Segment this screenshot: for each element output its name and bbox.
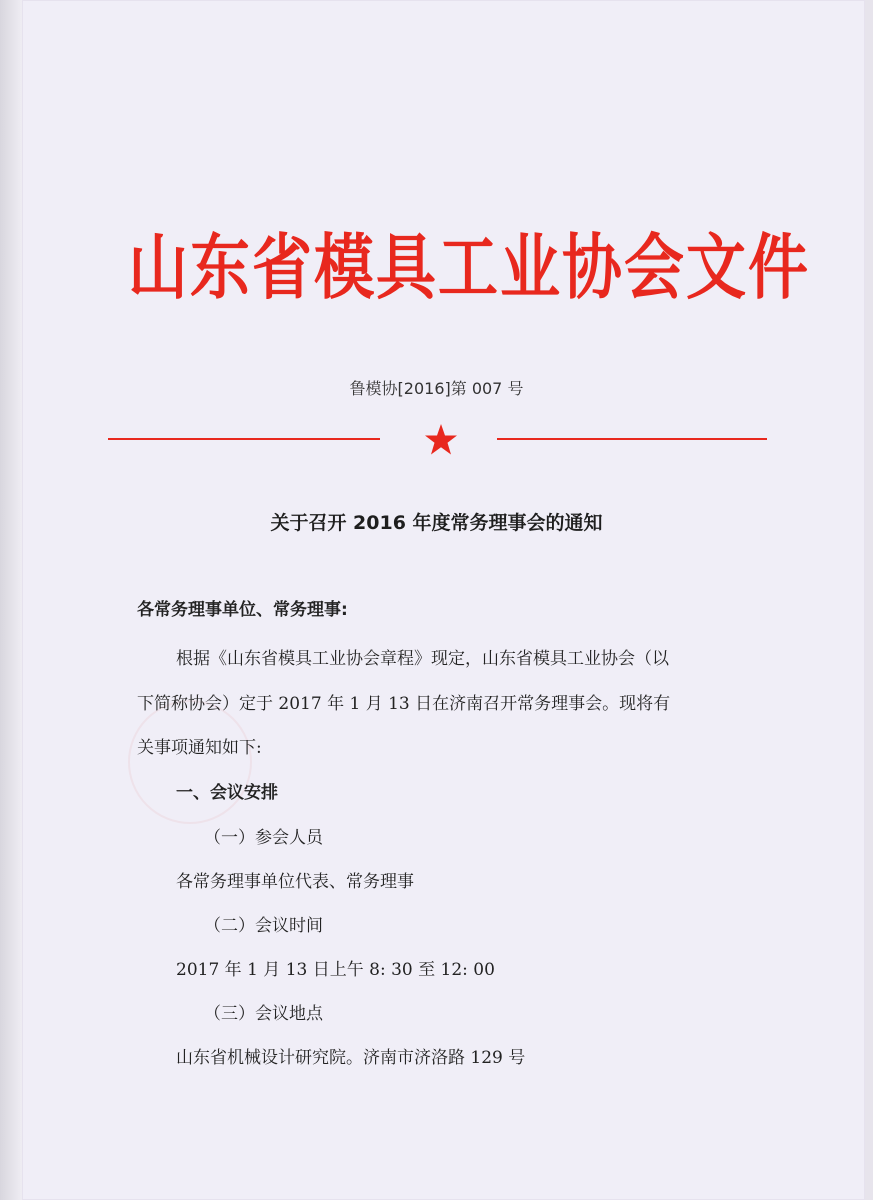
meeting-time-text: 2017 年 1 月 13 日上午 8: 30 至 12: 00 bbox=[176, 960, 495, 980]
header-rule-right bbox=[497, 438, 767, 440]
red-star-icon bbox=[424, 423, 458, 457]
section-1-heading: 一、会议安排 bbox=[176, 783, 278, 803]
header-rule-left bbox=[108, 438, 380, 440]
document-number: 鲁模协[2016]第 007 号 bbox=[349, 379, 524, 398]
sub-heading-attendees: （一）参会人员 bbox=[204, 828, 323, 848]
intro-line-2: 下简称协会）定于 2017 年 1 月 13 日在济南召开常务理事会。现将有 bbox=[137, 694, 671, 714]
sub-heading-location: （三）会议地点 bbox=[204, 1004, 323, 1024]
scan-edge-left bbox=[0, 0, 22, 1200]
notice-title: 关于召开 2016 年度常务理事会的通知 bbox=[270, 512, 603, 534]
org-header-title: 山东省模具工业协会文件 bbox=[128, 227, 810, 310]
salutation: 各常务理事单位、常务理事: bbox=[137, 600, 348, 620]
intro-line-1: 根据《山东省模具工业协会章程》现定，山东省模具工业协会（以 bbox=[176, 649, 669, 669]
intro-line-3: 关事项通知如下: bbox=[137, 738, 262, 758]
faint-stamp-mark bbox=[128, 700, 252, 824]
attendees-text: 各常务理事单位代表、常务理事 bbox=[176, 872, 414, 892]
meeting-location-text: 山东省机械设计研究院。济南市济洛路 129 号 bbox=[176, 1048, 526, 1068]
scan-edge-right bbox=[865, 0, 873, 1200]
sub-heading-time: （二）会议时间 bbox=[204, 916, 323, 936]
